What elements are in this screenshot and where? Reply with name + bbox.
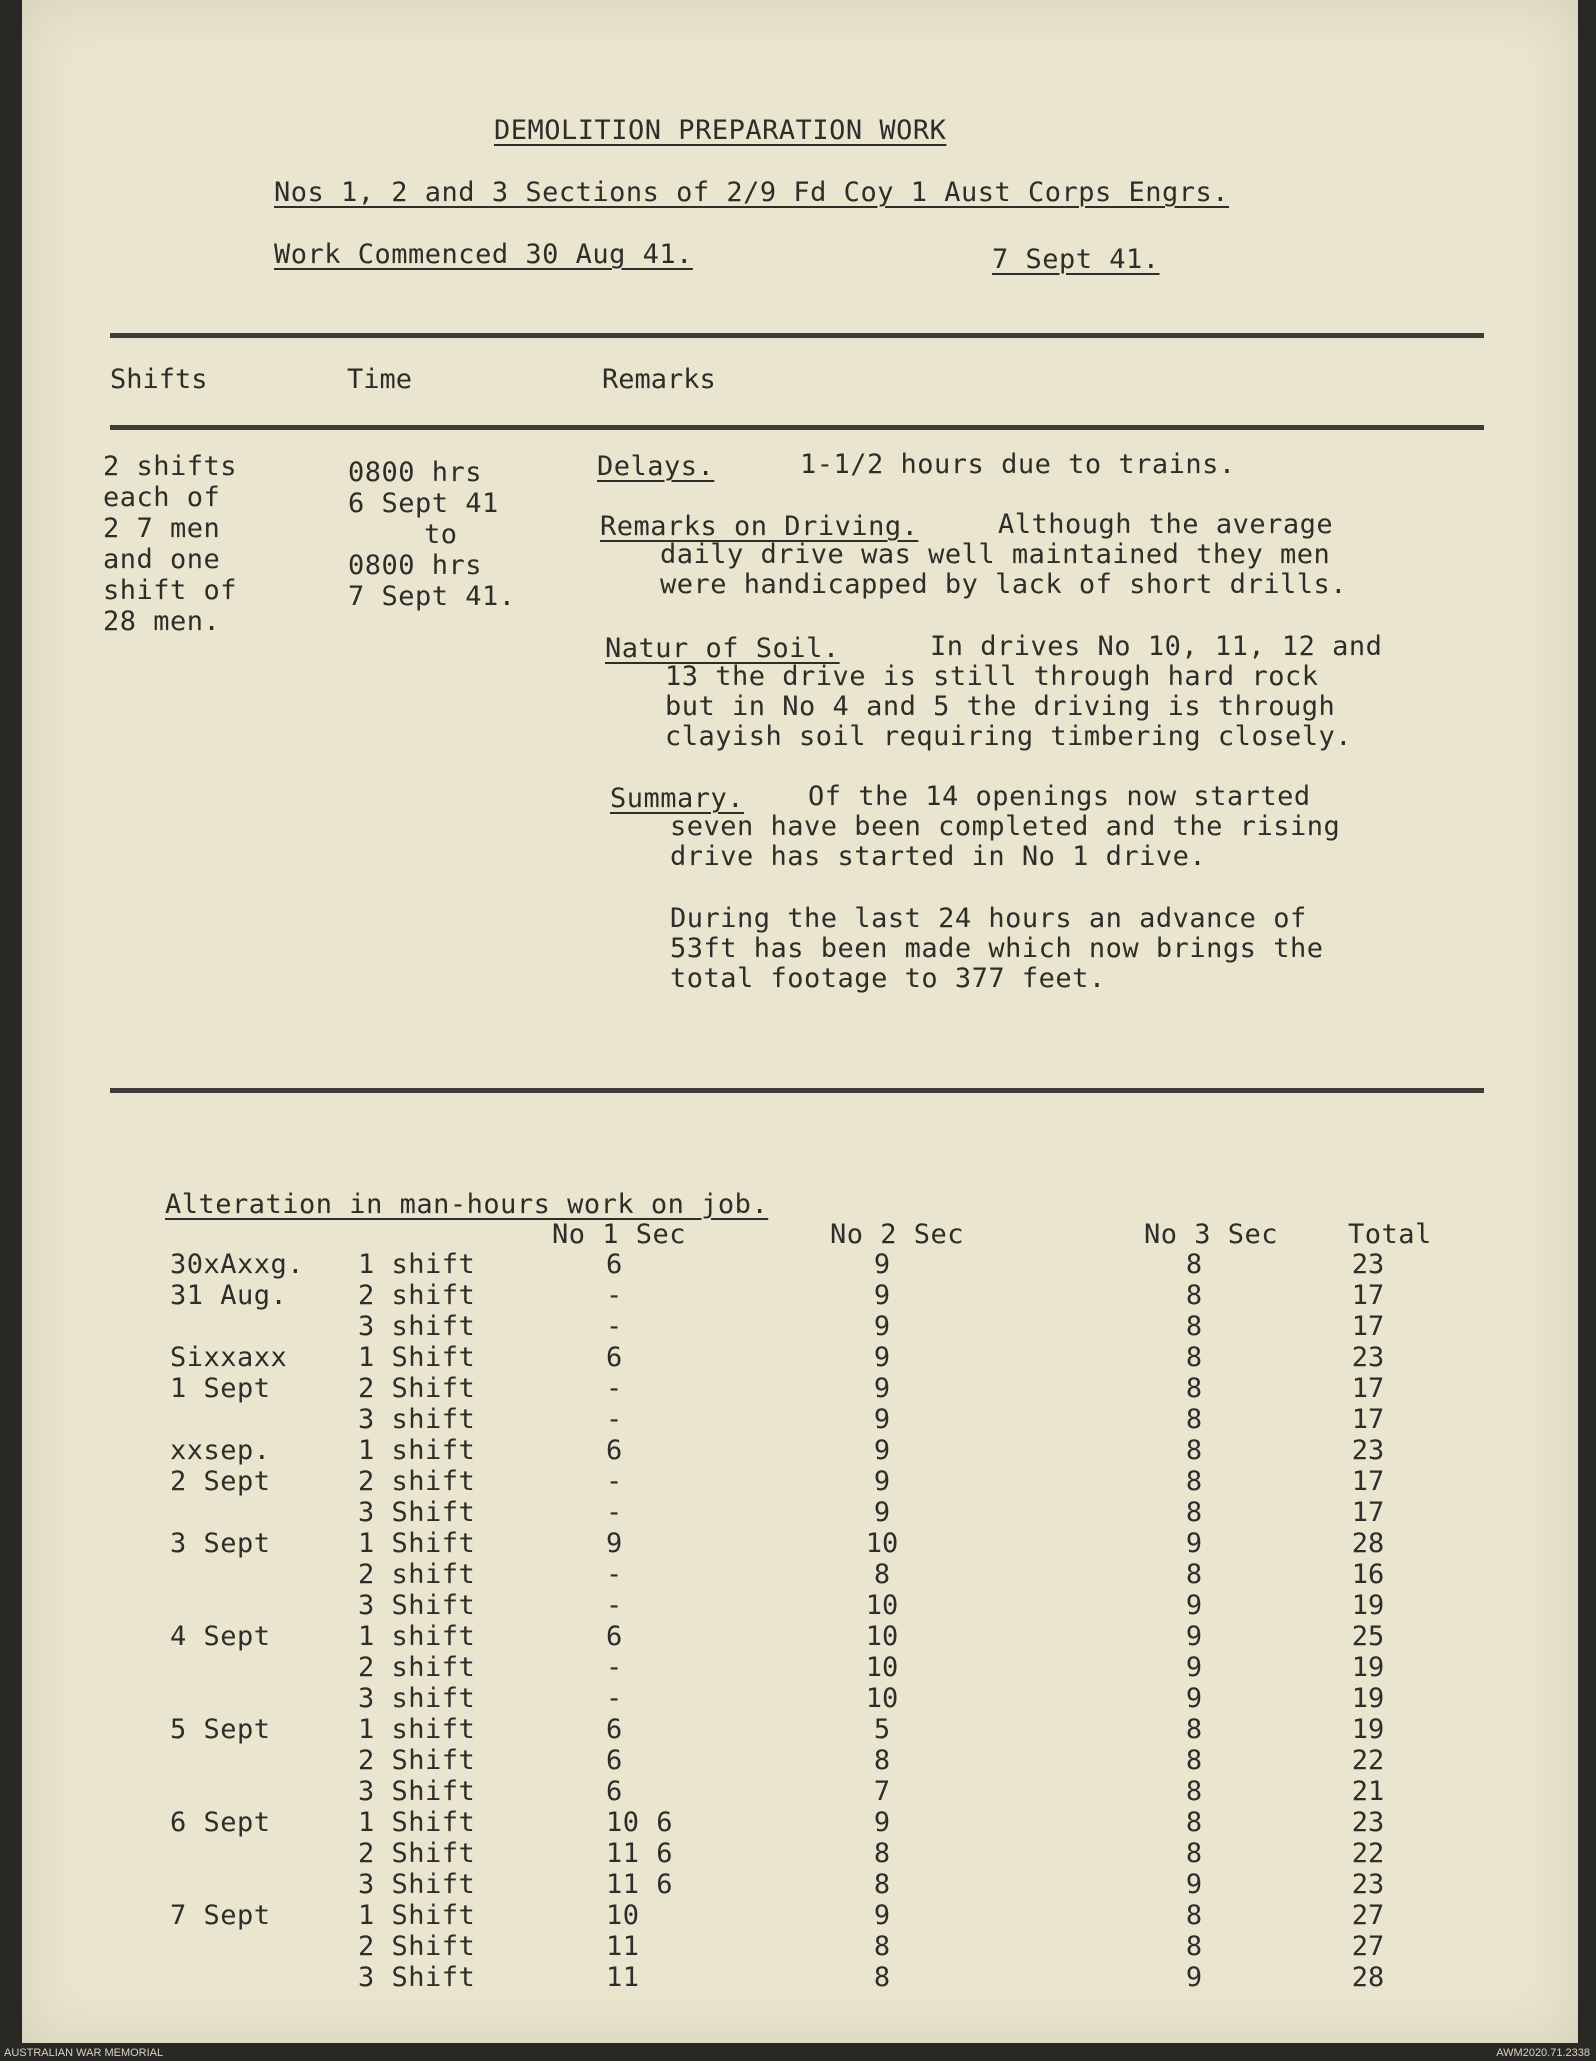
driving-line: Although the average [998,509,1334,540]
row-day: 31 Aug. [170,1280,288,1311]
row-sec3: 8 [1185,1249,1203,1280]
row-sec3: 8 [1185,1404,1203,1435]
row-total: 21 [1351,1776,1385,1807]
row-sec1: 11 [606,1962,640,1993]
document-page [22,0,1578,2043]
row-shift: 3 shift [358,1404,476,1435]
row-sec2: 10 [865,1683,899,1714]
row-shift: 2 shift [358,1280,476,1311]
row-sec2: 7 [873,1776,891,1807]
row-total: 23 [1351,1807,1385,1838]
row-total: 17 [1351,1280,1385,1311]
row-day: 2 Sept [170,1466,271,1497]
row-shift: 1 Shift [358,1807,476,1838]
row-shift: 1 Shift [358,1528,476,1559]
row-shift: 3 Shift [358,1869,476,1900]
row-sec2: 8 [873,1745,891,1776]
row-total: 22 [1351,1745,1385,1776]
row-sec3: 9 [1185,1590,1203,1621]
row-total: 28 [1351,1962,1385,1993]
row-shift: 2 Shift [358,1838,476,1869]
row-sec2: 9 [873,1342,891,1373]
advance-line: 53ft has been made which now brings the [670,933,1324,964]
shifts-line: 28 men. [103,606,221,637]
row-sec1: 11 6 [606,1838,674,1869]
row-sec2: 9 [873,1900,891,1931]
row-shift: 3 shift [358,1311,476,1342]
row-total: 17 [1351,1404,1385,1435]
document-title: DEMOLITION PREPARATION WORK [494,115,947,146]
row-sec3: 8 [1185,1745,1203,1776]
col-header-sec3: No 3 Sec [1144,1219,1279,1250]
soil-line: clayish soil requiring timbering closely. [665,721,1352,752]
row-total: 23 [1351,1869,1385,1900]
row-shift: 3 Shift [358,1497,476,1528]
row-total: 19 [1351,1590,1385,1621]
header-rule-top [110,333,1484,338]
row-total: 17 [1351,1373,1385,1404]
row-sec2: 9 [873,1373,891,1404]
row-sec1: 6 [606,1435,623,1466]
row-day: 3 Sept [170,1528,271,1559]
row-shift: 1 shift [358,1714,476,1745]
col-header-sec2: No 2 Sec [830,1219,965,1250]
advance-line: total footage to 377 feet. [670,963,1106,994]
row-total: 22 [1351,1838,1385,1869]
row-sec1: - [606,1466,623,1497]
row-sec1: - [606,1404,623,1435]
row-shift: 2 Shift [358,1931,476,1962]
row-sec1: 6 [606,1745,623,1776]
row-day: 6 Sept [170,1807,271,1838]
row-sec1: 9 [606,1528,623,1559]
soil-heading: Natur of Soil. [605,633,840,664]
manhours-heading: Alteration in man-hours work on job. [165,1189,769,1220]
row-sec1: - [606,1559,623,1590]
row-sec1: 10 6 [606,1807,674,1838]
shifts-line: and one [103,544,221,575]
row-sec3: 8 [1185,1838,1203,1869]
row-total: 19 [1351,1683,1385,1714]
row-sec3: 8 [1185,1497,1203,1528]
row-sec1: 6 [606,1776,623,1807]
row-sec3: 8 [1185,1342,1203,1373]
soil-line: 13 the drive is still through hard rock [665,661,1319,692]
advance-line: During the last 24 hours an advance of [670,903,1307,934]
row-shift: 2 Shift [358,1373,476,1404]
row-sec3: 9 [1185,1683,1203,1714]
row-day: 1 Sept [170,1373,271,1404]
row-total: 19 [1351,1714,1385,1745]
row-sec1: 6 [606,1621,623,1652]
time-line: to [424,519,458,550]
row-sec1: 10 [606,1900,640,1931]
row-sec2: 5 [873,1714,891,1745]
row-sec2: 8 [873,1962,891,1993]
row-total: 23 [1351,1249,1385,1280]
row-sec2: 8 [873,1869,891,1900]
row-sec2: 8 [873,1931,891,1962]
summary-line: seven have been completed and the rising [670,811,1341,842]
row-total: 27 [1351,1900,1385,1931]
row-shift: 3 shift [358,1683,476,1714]
section-rule [110,1088,1484,1093]
row-total: 17 [1351,1311,1385,1342]
row-total: 17 [1351,1497,1385,1528]
row-shift: 1 shift [358,1435,476,1466]
row-sec2: 9 [873,1497,891,1528]
row-sec1: - [606,1590,623,1621]
row-sec3: 8 [1185,1373,1203,1404]
header-rule-bottom [110,425,1484,430]
shifts-line: 2 7 men [103,513,221,544]
col-header-total: Total [1348,1219,1432,1250]
row-sec3: 8 [1185,1807,1203,1838]
row-sec3: 8 [1185,1466,1203,1497]
footer-right: AWM2020.71.2338 [1496,2047,1590,2059]
row-sec3: 8 [1185,1311,1203,1342]
row-sec1: - [606,1652,623,1683]
row-shift: 1 shift [358,1621,476,1652]
row-sec1: - [606,1311,623,1342]
time-line: 7 Sept 41. [348,581,516,612]
row-sec3: 8 [1185,1559,1203,1590]
row-sec2: 9 [873,1435,891,1466]
row-total: 19 [1351,1652,1385,1683]
delays-heading: Delays. [597,451,715,482]
report-date: 7 Sept 41. [992,244,1160,275]
row-day: 5 Sept [170,1714,271,1745]
row-shift: 2 shift [358,1652,476,1683]
row-sec1: 11 [606,1931,640,1962]
row-day: 7 Sept [170,1900,271,1931]
summary-line: drive has started in No 1 drive. [670,841,1207,872]
row-total: 17 [1351,1466,1385,1497]
soil-line: In drives No 10, 11, 12 and [930,631,1383,662]
row-sec2: 10 [865,1590,899,1621]
row-sec1: 6 [606,1714,623,1745]
row-sec2: 9 [873,1311,891,1342]
soil-line: but in No 4 and 5 the driving is through [665,691,1336,722]
shifts-line: shift of [103,575,238,606]
row-total: 16 [1351,1559,1385,1590]
row-sec3: 9 [1185,1869,1203,1900]
row-sec2: 9 [873,1249,891,1280]
row-shift: 3 Shift [358,1776,476,1807]
row-sec3: 8 [1185,1280,1203,1311]
row-day: Sixxaxx [170,1342,288,1373]
row-sec3: 8 [1185,1931,1203,1962]
row-sec3: 8 [1185,1435,1203,1466]
row-sec3: 9 [1185,1528,1203,1559]
col-header-sec1: No 1 Sec [552,1219,687,1250]
row-shift: 1 Shift [358,1342,476,1373]
row-sec1: - [606,1373,623,1404]
row-sec3: 9 [1185,1652,1203,1683]
time-line: 6 Sept 41 [348,488,499,519]
row-day: xxsep. [170,1435,271,1466]
row-sec1: - [606,1280,623,1311]
column-time: Time [347,364,413,395]
row-sec1: 6 [606,1342,623,1373]
shifts-line: each of [103,482,221,513]
row-total: 28 [1351,1528,1385,1559]
driving-heading: Remarks on Driving. [600,511,919,542]
row-total: 23 [1351,1435,1385,1466]
row-sec2: 8 [873,1838,891,1869]
time-line: 0800 hrs [348,550,483,581]
row-shift: 2 shift [358,1559,476,1590]
row-sec3: 8 [1185,1714,1203,1745]
row-shift: 2 Shift [358,1745,476,1776]
footer-left: AUSTRALIAN WAR MEMORIAL [4,2047,164,2059]
row-sec2: 9 [873,1280,891,1311]
shifts-line: 2 shifts [103,451,238,482]
row-total: 27 [1351,1931,1385,1962]
row-sec3: 8 [1185,1776,1203,1807]
row-sec1: 6 [606,1249,623,1280]
document-subtitle: Nos 1, 2 and 3 Sections of 2/9 Fd Coy 1 Aust Corps Engrs. [274,177,1230,208]
column-remarks: Remarks [602,364,716,395]
row-shift: 3 Shift [358,1590,476,1621]
row-sec2: 10 [865,1621,899,1652]
driving-line: were handicapped by lack of short drills. [660,569,1347,600]
row-day: 30xAxxg. [170,1249,305,1280]
row-sec1: - [606,1683,623,1714]
row-sec2: 10 [865,1528,899,1559]
row-sec3: 8 [1185,1900,1203,1931]
delays-text: 1-1/2 hours due to trains. [800,449,1236,480]
row-shift: 3 Shift [358,1962,476,1993]
row-sec2: 9 [873,1807,891,1838]
row-sec3: 9 [1185,1621,1203,1652]
row-sec1: - [606,1497,623,1528]
row-sec2: 8 [873,1559,891,1590]
row-sec3: 9 [1185,1962,1203,1993]
work-commenced: Work Commenced 30 Aug 41. [274,239,693,270]
row-day: 4 Sept [170,1621,271,1652]
driving-line: daily drive was well maintained they men [660,539,1331,570]
row-total: 25 [1351,1621,1385,1652]
row-shift: 2 shift [358,1466,476,1497]
column-shifts: Shifts [110,364,208,395]
summary-line: Of the 14 openings now started [808,781,1311,812]
row-sec2: 10 [865,1652,899,1683]
row-shift: 1 Shift [358,1900,476,1931]
row-sec1: 11 6 [606,1869,674,1900]
row-shift: 1 shift [358,1249,476,1280]
row-total: 23 [1351,1342,1385,1373]
summary-heading: Summary. [610,783,745,814]
row-sec2: 9 [873,1466,891,1497]
time-line: 0800 hrs [348,457,483,488]
row-sec2: 9 [873,1404,891,1435]
